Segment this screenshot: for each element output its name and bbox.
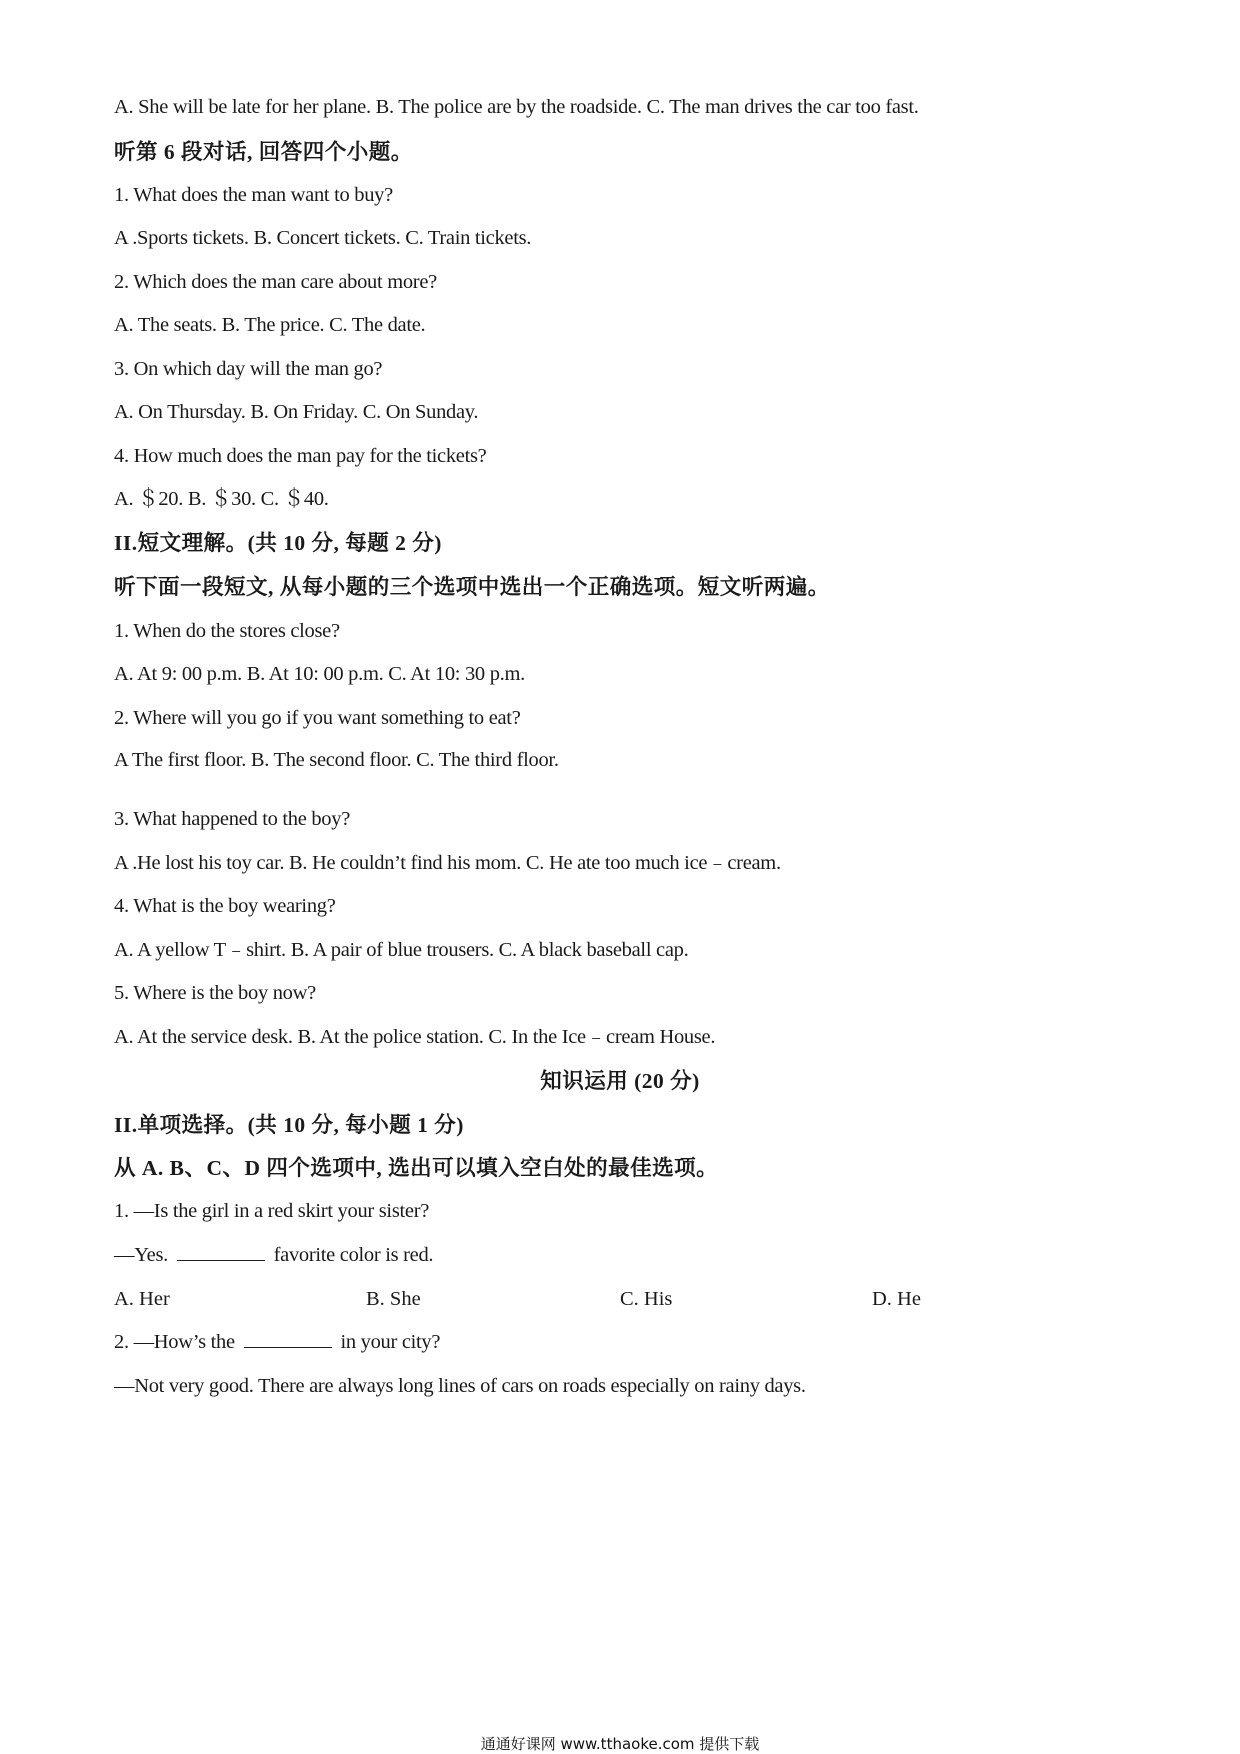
question-suffix: in your city? bbox=[340, 1331, 441, 1353]
question-line: 1. What does the man want to buy? bbox=[114, 184, 393, 206]
option-line: A. ＄20. B. ＄30. C. ＄40. bbox=[114, 488, 329, 510]
choice-a: A. Her bbox=[114, 1288, 170, 1310]
question-line: 2. Which does the man care about more? bbox=[114, 271, 437, 293]
answer-line bbox=[114, 1242, 433, 1268]
section-instruction: 从 A. B、C、D 四个选项中, 选出可以填入空白处的最佳选项。 bbox=[114, 1156, 719, 1180]
part-title: 知识运用 (20 分) bbox=[540, 1069, 700, 1093]
question-prefix: 2. —How’s the bbox=[114, 1331, 235, 1353]
answer-suffix: favorite color is red. bbox=[273, 1244, 434, 1266]
choice-c: C. His bbox=[620, 1288, 673, 1310]
question-line: 3. What happened to the boy? bbox=[114, 808, 351, 830]
question-line: 1. —Is the girl in a red skirt your sister? bbox=[114, 1200, 430, 1222]
question-line: 4. What is the boy wearing? bbox=[114, 895, 336, 917]
question-line: 4. How much does the man pay for the tickets? bbox=[114, 445, 487, 467]
option-line: A. At the service desk. B. At the police station. C. In the Ice﹣cream House. bbox=[114, 1026, 716, 1048]
page-footer: 通通好课网 www.tthaoke.com 提供下载 bbox=[480, 1735, 760, 1753]
option-line: A. She will be late for her plane. B. The police are by the roadside. C. The man drives the car too fast. bbox=[114, 96, 919, 118]
option-line: A .He lost his toy car. B. He couldn’t find his mom. C. He ate too much ice﹣cream. bbox=[114, 852, 781, 874]
fill-blank bbox=[244, 1329, 332, 1348]
section-instruction: 听第 6 段对话, 回答四个小题。 bbox=[114, 140, 413, 164]
section-instruction: 听下面一段短文, 从每小题的三个选项中选出一个正确选项。短文听两遍。 bbox=[114, 575, 830, 599]
answer-line: —Not very good. There are always long lines of cars on roads especially on rainy days. bbox=[114, 1375, 806, 1397]
option-line: A .Sports tickets. B. Concert tickets. C. Train tickets. bbox=[114, 227, 532, 249]
answer-prefix: —Yes. bbox=[114, 1244, 168, 1266]
question-line: 2. Where will you go if you want something to eat? bbox=[114, 707, 521, 729]
question-line: 3. On which day will the man go? bbox=[114, 358, 383, 380]
choice-b: B. She bbox=[366, 1288, 421, 1310]
choice-d: D. He bbox=[872, 1288, 921, 1310]
option-line: A The first floor. B. The second floor. C. The third floor. bbox=[114, 749, 559, 771]
question-line: 5. Where is the boy now? bbox=[114, 982, 316, 1004]
fill-blank bbox=[177, 1242, 265, 1261]
option-line: A. A yellow T﹣shirt. B. A pair of blue trousers. C. A black baseball cap. bbox=[114, 939, 689, 961]
option-line: A. On Thursday. B. On Friday. C. On Sunday. bbox=[114, 401, 479, 423]
question-line bbox=[114, 1329, 440, 1355]
option-line: A. At 9: 00 p.m. B. At 10: 00 p.m. C. At 10: 30 p.m. bbox=[114, 663, 525, 685]
section-heading: II.单项选择。(共 10 分, 每小题 1 分) bbox=[114, 1113, 464, 1137]
option-line: A. The seats. B. The price. C. The date. bbox=[114, 314, 426, 336]
section-heading: II.短文理解。(共 10 分, 每题 2 分) bbox=[114, 531, 442, 555]
question-line: 1. When do the stores close? bbox=[114, 620, 340, 642]
